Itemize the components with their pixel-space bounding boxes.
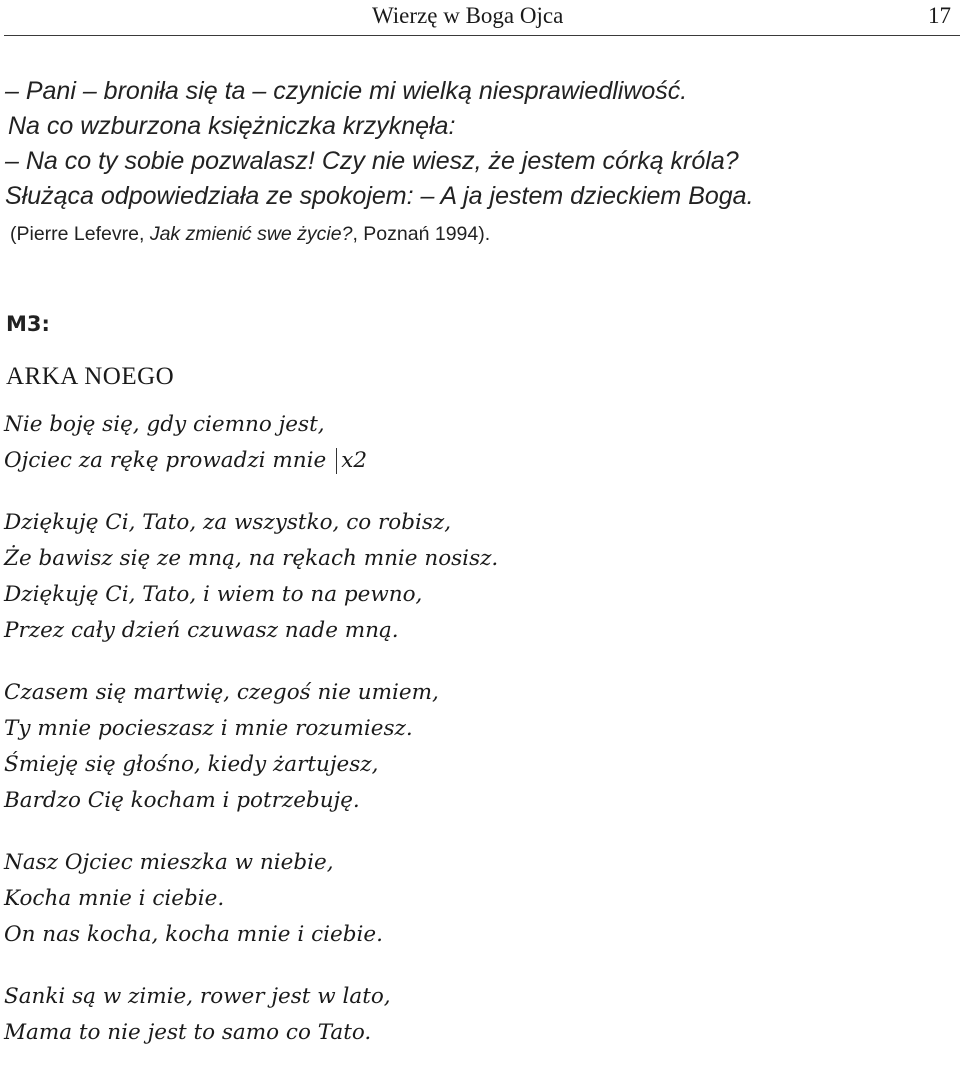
lyric-line: On nas kocha, kocha mnie i ciebie. bbox=[4, 922, 383, 947]
quote-line: Na co wzburzona księżniczka krzyknęła: bbox=[8, 112, 456, 140]
lyric-line: Czasem się martwię, czegoś nie umiem, bbox=[4, 680, 439, 705]
quote-line: – Pani – broniła się ta – czynicie mi wielką niesprawiedliwość. bbox=[5, 77, 688, 105]
lyric-line: Dziękuję Ci, Tato, i wiem to na pewno, bbox=[4, 582, 423, 607]
running-header bbox=[0, 0, 960, 36]
citation-book-title: Jak zmienić swe życie? bbox=[149, 223, 353, 245]
lyric-line: Kocha mnie i ciebie. bbox=[4, 886, 225, 911]
repeat-marker: x2 bbox=[336, 448, 367, 474]
running-header-title: Wierzę w Boga Ojca bbox=[372, 3, 564, 28]
lyric-line bbox=[4, 443, 944, 479]
lyric-line: Bardzo Cię kocham i potrzebuję. bbox=[4, 788, 360, 813]
lyric-line: Nasz Ojciec mieszka w niebie, bbox=[4, 850, 334, 875]
lyric-line-text: Ojciec za rękę prowadzi mnie bbox=[4, 448, 327, 473]
citation-suffix: , Poznań 1994). bbox=[352, 223, 491, 245]
lyric-line: Ty mnie pocieszasz i mnie rozumiesz. bbox=[4, 716, 413, 741]
quote-block bbox=[5, 74, 945, 249]
lyric-line: Sanki są w zimie, rower jest w lato, bbox=[4, 984, 391, 1009]
quote-line: Służąca odpowiedziała ze spokojem: – A ja jestem dzieckiem Boga. bbox=[5, 182, 754, 210]
lyric-line: Że bawisz się ze mną, na rękach mnie nosisz. bbox=[4, 546, 499, 571]
lyric-line: Nie boję się, gdy ciemno jest, bbox=[4, 412, 325, 437]
lyric-line: Śmieję się głośno, kiedy żartujesz, bbox=[4, 752, 379, 777]
section-label: M3: bbox=[6, 312, 50, 336]
lyric-line: Dziękuję Ci, Tato, za wszystko, co robisz, bbox=[4, 510, 452, 535]
quote-line: – Na co ty sobie pozwalasz! Czy nie wiesz, że jestem córką króla? bbox=[5, 147, 739, 175]
stanza bbox=[4, 845, 944, 953]
header-divider bbox=[4, 35, 960, 36]
song-title: ARKA NOEGO bbox=[6, 363, 175, 390]
quote-citation bbox=[5, 219, 945, 249]
lyric-line: Mama to nie jest to samo co Tato. bbox=[4, 1020, 372, 1045]
page-number: 17 bbox=[928, 3, 951, 28]
refrain bbox=[4, 407, 944, 479]
song-lyrics bbox=[4, 407, 944, 1077]
stanza bbox=[4, 505, 944, 649]
stanza bbox=[4, 675, 944, 819]
citation-prefix: (Pierre Lefevre, bbox=[10, 223, 150, 245]
lyric-line: Przez cały dzień czuwasz nade mną. bbox=[4, 618, 399, 643]
stanza bbox=[4, 979, 944, 1051]
